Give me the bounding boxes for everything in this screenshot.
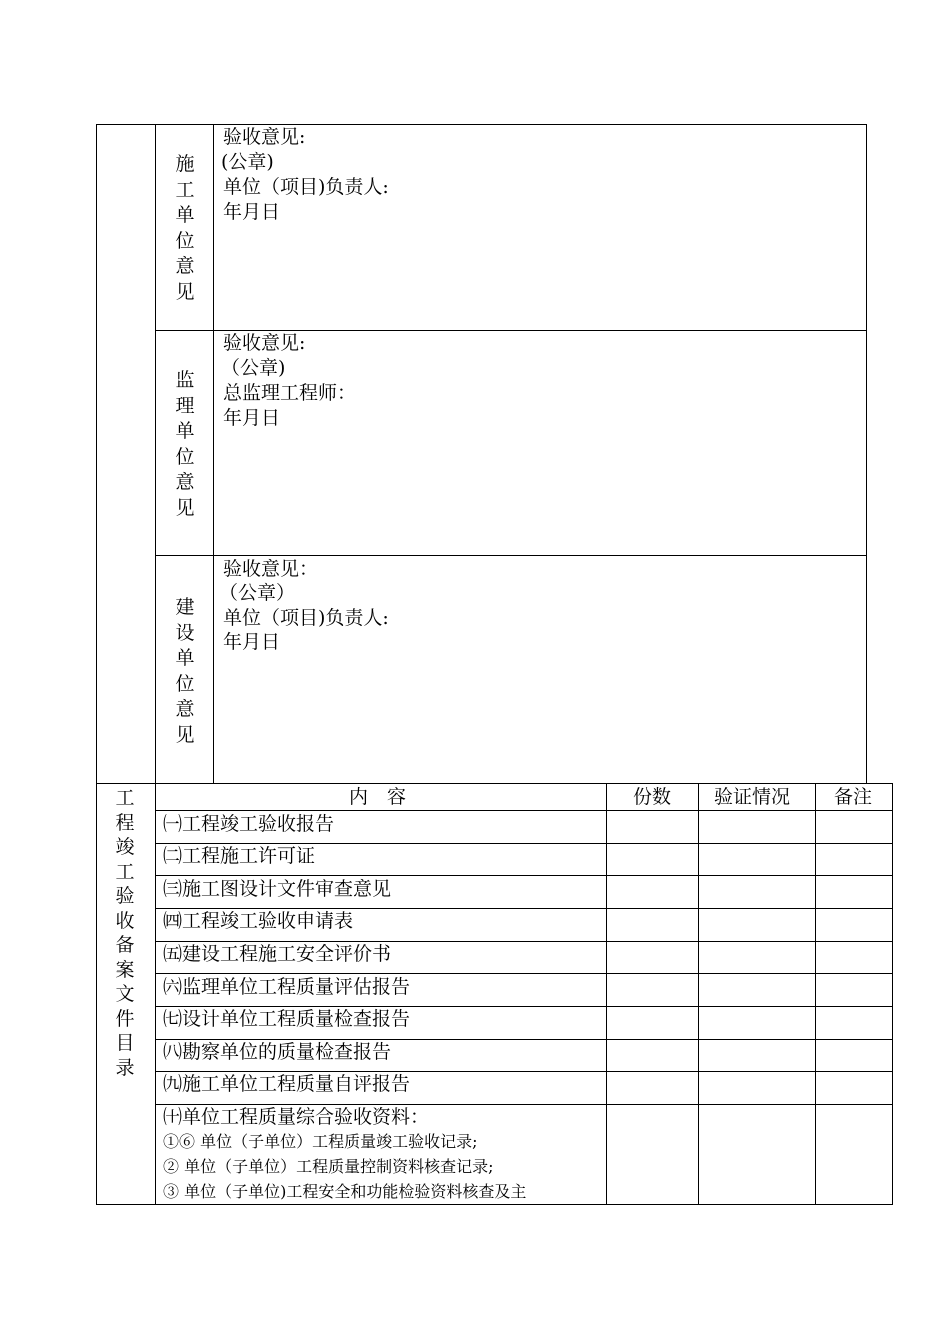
table-left-border xyxy=(96,124,97,1205)
header-verification: 验证情况 xyxy=(714,786,791,808)
date-line: 年月日 xyxy=(223,631,281,653)
row-line xyxy=(155,908,893,909)
row-line xyxy=(155,1104,893,1105)
row-line xyxy=(155,1006,893,1007)
section-divider-1 xyxy=(155,330,867,331)
col-divider-copies xyxy=(606,783,607,1205)
header-remarks: 备注 xyxy=(834,786,873,808)
row-line xyxy=(155,1039,893,1040)
header-copies: 份数 xyxy=(633,786,672,808)
row-line xyxy=(155,1071,893,1072)
col-divider-remarks xyxy=(815,783,816,1205)
chief-engineer-line: 总监理工程师： xyxy=(223,382,357,404)
row-line xyxy=(155,810,893,811)
header-content: 内 容 xyxy=(349,786,407,808)
responsible-line: 单位（项目)负责人: xyxy=(223,607,389,629)
responsible-line: 单位（项目)负责人: xyxy=(223,176,389,198)
row-line xyxy=(155,973,893,974)
opinion-line: 验收意见： xyxy=(223,558,319,580)
list-item: ㈦设计单位工程质量检查报告 xyxy=(163,1008,411,1030)
row-line xyxy=(155,843,893,844)
section-label-owner: 建设单位意见 xyxy=(175,596,195,746)
seal-line: （公章) xyxy=(221,357,286,379)
date-line: 年月日 xyxy=(223,407,281,429)
opinion-line: 验收意见: xyxy=(223,126,306,148)
sub-item: ①⑥ 单位（子单位）工程质量竣工验收记录; xyxy=(163,1132,478,1151)
section-content-left-border xyxy=(213,124,214,784)
row-line xyxy=(155,875,893,876)
table-top-border xyxy=(96,124,867,125)
seal-line: （公章） xyxy=(219,582,296,604)
lower-right-border xyxy=(892,783,893,1205)
date-line: 年月日 xyxy=(223,201,281,223)
list-item: ㈡工程施工许可证 xyxy=(163,845,316,867)
sub-item: ③ 单位（子单位)工程安全和功能检验资料核查及主 xyxy=(163,1182,527,1201)
list-item: ㈨施工单位工程质量自评报告 xyxy=(163,1073,411,1095)
upper-bottom-border xyxy=(96,783,893,784)
upper-right-border xyxy=(866,124,867,784)
section-label-supervision: 监理单位意见 xyxy=(175,369,195,519)
list-item: ㈠工程竣工验收报告 xyxy=(163,813,335,835)
table-bottom-border xyxy=(96,1204,893,1205)
row-line xyxy=(155,941,893,942)
list-item: ㈤建设工程施工安全评价书 xyxy=(163,943,392,965)
list-item-comprehensive: ㈩单位工程质量综合验收资料： xyxy=(163,1106,430,1128)
list-item: ㈢施工图设计文件审查意见 xyxy=(163,878,392,900)
section-label-construction: 施工单位意见 xyxy=(175,153,195,303)
list-item: ㈥监理单位工程质量评估报告 xyxy=(163,976,411,998)
list-item: ㈧勘察单位的质量检查报告 xyxy=(163,1041,392,1063)
list-item: ㈣工程竣工验收申请表 xyxy=(163,910,354,932)
sub-item: ② 单位（子单位）工程质量控制资料核查记录; xyxy=(163,1157,494,1176)
col-divider-verification xyxy=(698,783,699,1205)
file-list-label: 工程竣工验收备案文件目录 xyxy=(115,787,135,1079)
opinion-line: 验收意见: xyxy=(223,332,306,354)
section-divider-2 xyxy=(155,555,867,556)
seal-line: (公章) xyxy=(221,151,274,173)
section-label-left-border xyxy=(155,124,156,1205)
